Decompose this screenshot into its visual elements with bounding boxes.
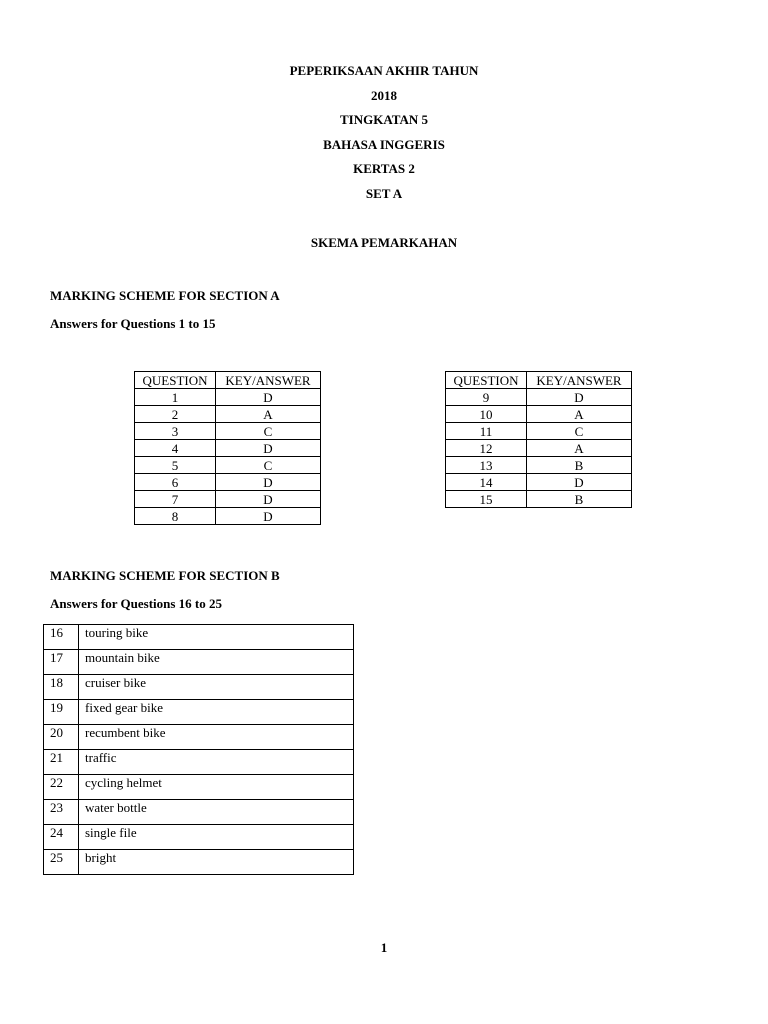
answer-text: fixed gear bike [79,700,354,725]
table-row [446,440,632,457]
question-number: 12 [446,440,527,457]
section-a-subheading: Answers for Questions 1 to 15 [50,316,216,331]
table-row [135,474,321,491]
marking-scheme-title: SKEMA PEMARKAHAN [310,235,458,250]
section-a-heading: MARKING SCHEME FOR SECTION A [50,288,280,303]
answer-key: C [216,423,321,440]
question-header: QUESTION [446,372,527,389]
table-row [44,750,354,775]
question-number: 11 [446,423,527,440]
exam-title: PEPERIKSAAN AKHIR TAHUN [289,63,479,78]
question-number: 15 [446,491,527,508]
table-row [44,825,354,850]
table-row [44,700,354,725]
table-row [446,491,632,508]
table-header-row [135,372,321,389]
answer-key: D [216,389,321,406]
question-number: 16 [44,625,79,650]
question-number: 22 [44,775,79,800]
table-header-row [446,372,632,389]
question-number: 23 [44,800,79,825]
question-number: 8 [135,508,216,525]
question-number: 24 [44,825,79,850]
answer-text: single file [79,825,354,850]
question-number: 25 [44,850,79,875]
answer-key: A [527,406,632,423]
question-number: 14 [446,474,527,491]
table-row [135,440,321,457]
answer-key: C [216,457,321,474]
exam-year: 2018 [371,88,397,103]
answer-text: cruiser bike [79,675,354,700]
answer-text: traffic [79,750,354,775]
answer-key: D [527,474,632,491]
question-number: 1 [135,389,216,406]
table-row [44,675,354,700]
section-b-table [43,624,354,875]
exam-paper: KERTAS 2 [353,161,415,176]
page-number: 1 [380,940,388,955]
answer-key: D [216,508,321,525]
table-row [135,491,321,508]
question-number: 4 [135,440,216,457]
answer-text: recumbent bike [79,725,354,750]
answer-key: A [527,440,632,457]
answer-text: mountain bike [79,650,354,675]
question-number: 5 [135,457,216,474]
answer-key: D [216,491,321,508]
question-number: 13 [446,457,527,474]
answer-text: touring bike [79,625,354,650]
table-row [135,508,321,525]
table-row [44,650,354,675]
section-b-heading: MARKING SCHEME FOR SECTION B [50,568,280,583]
question-number: 21 [44,750,79,775]
answer-key: D [216,440,321,457]
section-b-subheading: Answers for Questions 16 to 25 [50,596,223,611]
answer-key: C [527,423,632,440]
question-number: 20 [44,725,79,750]
answer-header: KEY/ANSWER [527,372,632,389]
question-number: 9 [446,389,527,406]
table-row [135,457,321,474]
answer-key: A [216,406,321,423]
question-number: 19 [44,700,79,725]
table-row [44,850,354,875]
answer-key: D [527,389,632,406]
exam-set: SET A [365,186,403,201]
question-number: 17 [44,650,79,675]
table-row [135,389,321,406]
question-number: 3 [135,423,216,440]
answer-text: bright [79,850,354,875]
section-a-table-right [445,371,632,508]
answer-key: B [527,457,632,474]
table-row [135,406,321,423]
table-row [446,474,632,491]
answer-text: cycling helmet [79,775,354,800]
question-number: 18 [44,675,79,700]
question-number: 10 [446,406,527,423]
exam-subject: BAHASA INGGERIS [323,137,445,152]
question-header: QUESTION [135,372,216,389]
answer-key: D [216,474,321,491]
table-row [446,423,632,440]
table-row [446,457,632,474]
table-row [135,423,321,440]
answer-key: B [527,491,632,508]
question-number: 2 [135,406,216,423]
answer-text: water bottle [79,800,354,825]
question-number: 6 [135,474,216,491]
table-row [44,775,354,800]
table-row [44,625,354,650]
exam-form: TINGKATAN 5 [340,112,428,127]
table-row [44,725,354,750]
question-number: 7 [135,491,216,508]
table-row [44,800,354,825]
table-row [446,406,632,423]
section-a-table-left [134,371,321,525]
table-row [446,389,632,406]
answer-header: KEY/ANSWER [216,372,321,389]
